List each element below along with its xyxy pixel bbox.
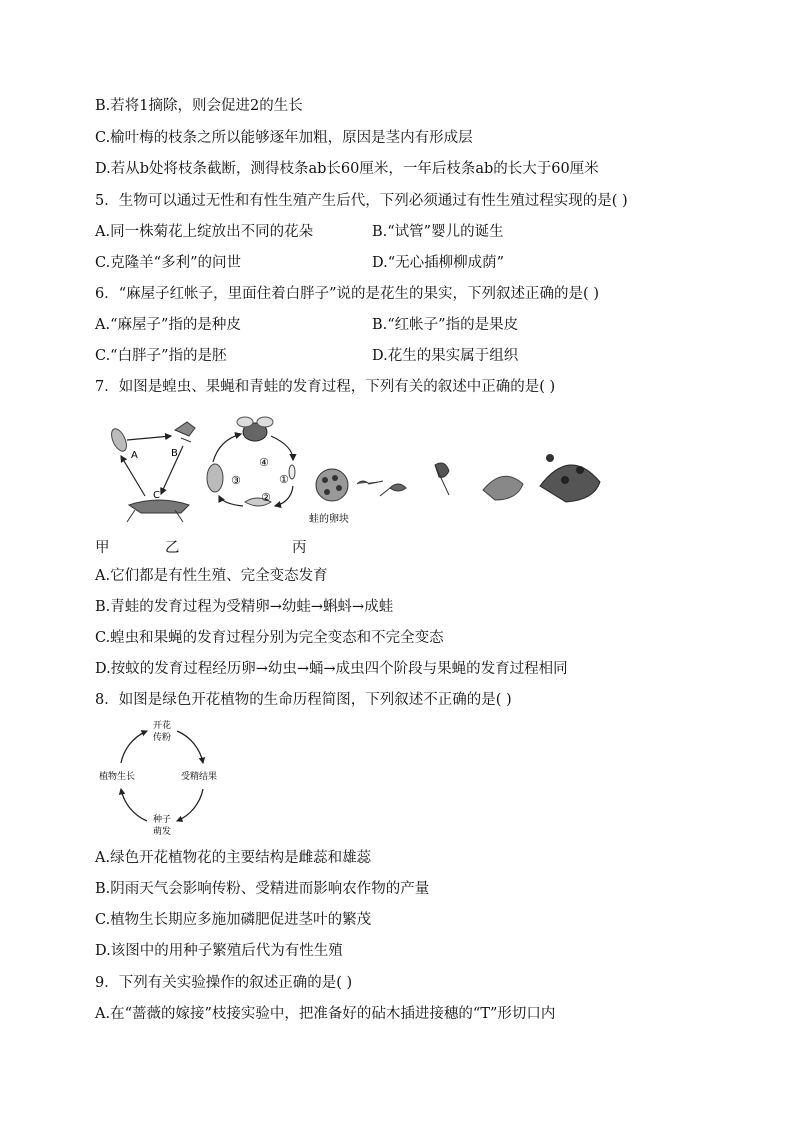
- q5-option-c: C.克隆羊“多利”的问世: [95, 255, 242, 271]
- q9-option-a: A.在“蔷薇的嫁接”枝接实验中，把准备好的砧木插进接穗的“T”形切口内: [95, 1006, 556, 1022]
- q8-option-a: A.绿色开花植物花的主要结构是雌蕊和雄蕊: [95, 850, 372, 866]
- q4-option-d: D.若从b处将枝条截断，测得枝条ab长60厘米，一年后枝条ab的长大于60厘米: [95, 161, 599, 177]
- q8-option-d: D.该图中的用种子繁殖后代为有性生殖: [95, 943, 343, 959]
- tadpole-icon: [357, 481, 383, 484]
- q8-stem: 8．如图是绿色开花植物的生命历程简图，下列叙述不正确的是( ): [95, 692, 512, 708]
- caption-jia: 甲: [95, 540, 110, 556]
- q8-option-b: B.阴雨天气会影响传粉、受精进而影响农作物的产量: [95, 881, 430, 897]
- fly-pupa-icon: [207, 464, 223, 492]
- yi-label-3: ③: [231, 474, 241, 487]
- caption-yi: 乙: [165, 540, 180, 556]
- grasshopper-egg-icon: [108, 427, 129, 454]
- yi-label-2: ②: [261, 491, 271, 504]
- jia-label-c: C: [153, 490, 160, 501]
- frog-egg-mass-icon: [316, 469, 348, 501]
- q4-option-c: C.榆叶梅的枝条之所以能够逐年加粗，原因是茎内有形成层: [95, 130, 473, 146]
- q6-stem: 6．“麻屋子红帐子，里面住着白胖子”说的是花生的果实，下列叙述正确的是( ): [95, 286, 599, 302]
- cycle-flowering-label: 开花: [152, 721, 172, 731]
- q5-option-b: B.“试管”婴儿的诞生: [372, 224, 504, 240]
- tadpole-icon: [380, 484, 406, 496]
- cycle-germination-label: 萌发: [152, 827, 172, 837]
- jia-label-a: A: [131, 450, 138, 461]
- q5-option-d: D.“无心插柳柳成荫”: [372, 255, 505, 271]
- q7-option-c: C.蝗虫和果蝇的发育过程分别为完全变态和不完全变态: [95, 630, 444, 646]
- cycle-fertilization-label: 受精结果: [180, 772, 218, 782]
- q7-figure: [95, 410, 615, 530]
- yi-label-4: ④: [259, 456, 269, 469]
- q7-option-b: B.青蛙的发育过程为受精卵→幼蛙→蝌蚪→成蛙: [95, 599, 394, 615]
- q5-option-a: A.同一株菊花上绽放出不同的花朵: [95, 224, 314, 240]
- q7-option-d: D.按蚊的发育过程经历卵→幼虫→蛹→成虫四个阶段与果蝇的发育过程相同: [95, 661, 568, 677]
- q7-option-a: A.它们都是有性生殖、完全变态发育: [95, 568, 328, 584]
- q6-option-c: C.“白胖子”指的是胚: [95, 348, 227, 364]
- frog-development: [309, 454, 600, 525]
- froglet-icon: [483, 476, 523, 500]
- q9-stem: 9．下列有关实验操作的叙述正确的是( ): [95, 975, 353, 991]
- yi-label-1: ①: [279, 473, 289, 486]
- cycle-growth-label: 植物生长: [98, 772, 136, 782]
- plant-life-cycle-diagram: [95, 715, 235, 840]
- q6-option-a: A.“麻屋子”指的是种皮: [95, 317, 241, 333]
- adult-grasshopper-icon: [127, 500, 189, 522]
- caption-bing: 丙: [292, 540, 307, 556]
- tadpole-legs-icon: [435, 463, 449, 495]
- q4-option-b: B.若将1摘除，则会促进2的生长: [95, 98, 303, 114]
- grasshopper-cycle: [108, 422, 195, 522]
- q6-option-b: B.“红帐子”指的是果皮: [372, 317, 519, 333]
- q6-option-d: D.花生的果实属于组织: [372, 348, 519, 364]
- q8-option-c: C.植物生长期应多施加磷肥促进茎叶的繁茂: [95, 912, 372, 928]
- q7-stem: 7．如图是蝗虫、果蝇和青蛙的发育过程，下列有关的叙述中正确的是( ): [95, 379, 556, 395]
- frog-egg-mass-caption: 蛙的卵块: [309, 514, 349, 525]
- q5-stem: 5．生物可以通过无性和有性生殖产生后代，下列必须通过有性生殖过程实现的是( ): [95, 193, 628, 209]
- cycle-pollination-label: 传粉: [152, 733, 172, 743]
- grasshopper-nymph-icon: [175, 422, 195, 442]
- cycle-seed-label: 种子: [152, 815, 172, 825]
- jia-label-b: B: [171, 448, 178, 459]
- fruit-fly-cycle: [207, 417, 295, 506]
- adult-frog-icon: [540, 465, 600, 502]
- fly-egg-icon: [289, 465, 295, 479]
